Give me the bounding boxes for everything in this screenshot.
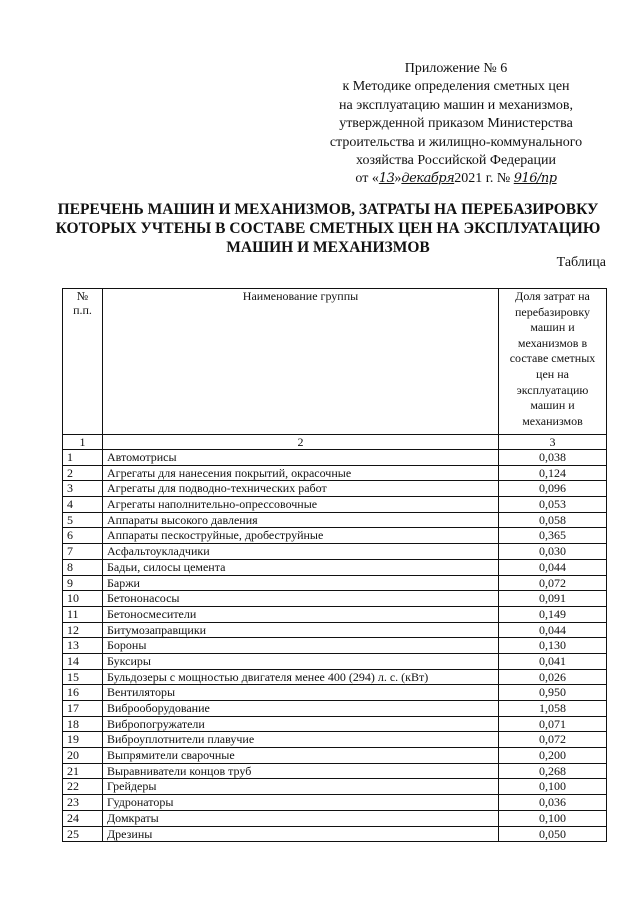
row-share: 0,124 xyxy=(499,465,607,481)
table-row xyxy=(63,528,607,544)
table-row xyxy=(63,810,607,826)
row-number: 14 xyxy=(63,653,103,669)
row-name: Виброуплотнители плавучие xyxy=(103,732,499,748)
table-label: Таблица xyxy=(556,255,606,270)
row-number: 13 xyxy=(63,638,103,654)
row-number: 7 xyxy=(63,544,103,560)
row-number: 9 xyxy=(63,575,103,591)
row-share: 0,950 xyxy=(499,685,607,701)
appendix-line: хозяйства Российской Федерации xyxy=(355,153,556,169)
table-row xyxy=(63,622,607,638)
handwritten-order-number: 916/пр xyxy=(513,171,557,187)
row-number: 15 xyxy=(63,669,103,685)
row-name: Агрегаты для нанесения покрытий, окрасочные xyxy=(103,465,499,481)
appendix-block xyxy=(296,60,616,189)
row-name: Аппараты пескоструйные, дробеструйные xyxy=(103,528,499,544)
row-name: Домкраты xyxy=(103,810,499,826)
row-name: Буксиры xyxy=(103,653,499,669)
row-number: 4 xyxy=(63,497,103,513)
machines-table xyxy=(62,288,607,842)
header-share: Доля затрат на перебазировку машин и механизмов в составе сметных цен на эксплуатацию машин и механизмов xyxy=(499,289,607,435)
row-name: Автомотрисы xyxy=(103,450,499,466)
row-share: 0,038 xyxy=(499,450,607,466)
row-name: Бетоносмесители xyxy=(103,606,499,622)
row-share: 0,044 xyxy=(499,559,607,575)
row-name: Асфальтоукладчики xyxy=(103,544,499,560)
row-share: 1,058 xyxy=(499,701,607,717)
table-row xyxy=(63,779,607,795)
handwritten-month: декабря xyxy=(401,171,455,187)
row-share: 0,365 xyxy=(499,528,607,544)
row-share: 0,130 xyxy=(499,638,607,654)
row-share: 0,149 xyxy=(499,606,607,622)
row-name: Грейдеры xyxy=(103,779,499,795)
row-share: 0,058 xyxy=(499,512,607,528)
row-name: Битумозаправщики xyxy=(103,622,499,638)
row-name: Агрегаты для подводно-технических работ xyxy=(103,481,499,497)
row-share: 0,100 xyxy=(499,810,607,826)
row-name: Бороны xyxy=(103,638,499,654)
row-number: 19 xyxy=(63,732,103,748)
row-number: 25 xyxy=(63,826,103,842)
date-mid: » xyxy=(394,171,402,187)
row-name: Выпрямители сварочные xyxy=(103,748,499,764)
row-share: 0,096 xyxy=(499,481,607,497)
row-number: 24 xyxy=(63,810,103,826)
row-number: 12 xyxy=(63,622,103,638)
appendix-line: строительства и жилищно-коммунального xyxy=(329,134,583,150)
row-share: 0,050 xyxy=(499,826,607,842)
row-number: 23 xyxy=(63,795,103,811)
row-name: Вибропогружатели xyxy=(103,716,499,732)
row-number: 3 xyxy=(63,481,103,497)
date-suffix: г. № xyxy=(482,171,514,187)
handwritten-day: 13 xyxy=(378,171,395,187)
row-share: 0,200 xyxy=(499,748,607,764)
row-share: 0,071 xyxy=(499,716,607,732)
table-row xyxy=(63,716,607,732)
row-number: 22 xyxy=(63,779,103,795)
row-name: Аппараты высокого давления xyxy=(103,512,499,528)
header-name: Наименование группы xyxy=(103,289,499,435)
row-number: 6 xyxy=(63,528,103,544)
table-row xyxy=(63,591,607,607)
appendix-line: к Методике определения сметных цен xyxy=(342,79,570,95)
table-row xyxy=(63,450,607,466)
date-year: 2021 xyxy=(454,171,483,187)
table-row xyxy=(63,559,607,575)
row-number: 2 xyxy=(63,465,103,481)
document-title: ПЕРЕЧЕНЬ МАШИН И МЕХАНИЗМОВ, ЗАТРАТЫ НА ПЕРЕБАЗИРОВКУ КОТОРЫХ УЧТЕНЫ В СОСТАВЕ СМЕТНЫХ ЦЕН НА ЭКСПЛУАТАЦИЮ МАШИН И МЕХАНИЗМОВ xyxy=(55,201,601,256)
column-number: 3 xyxy=(499,435,607,450)
row-share: 0,072 xyxy=(499,732,607,748)
column-number: 1 xyxy=(63,435,103,450)
row-name: Бульдозеры с мощностью двигателя менее 400 (294) л. с. (кВт) xyxy=(103,669,499,685)
row-share: 0,026 xyxy=(499,669,607,685)
table-row xyxy=(63,748,607,764)
row-share: 0,041 xyxy=(499,653,607,669)
appendix-number: Приложение № 6 xyxy=(404,61,508,76)
table-row xyxy=(63,481,607,497)
row-number: 5 xyxy=(63,512,103,528)
row-share: 0,030 xyxy=(499,544,607,560)
appendix-line: на эксплуатацию машин и механизмов, xyxy=(339,97,573,113)
row-name: Бадьи, силосы цемента xyxy=(103,559,499,575)
row-number: 11 xyxy=(63,606,103,622)
table-row xyxy=(63,544,607,560)
row-name: Бетононасосы xyxy=(103,591,499,607)
table-row xyxy=(63,575,607,591)
row-number: 17 xyxy=(63,701,103,717)
row-share: 0,053 xyxy=(499,497,607,513)
row-number: 8 xyxy=(63,559,103,575)
row-number: 18 xyxy=(63,716,103,732)
row-share: 0,072 xyxy=(499,575,607,591)
table-row xyxy=(63,763,607,779)
row-number: 20 xyxy=(63,748,103,764)
table-row xyxy=(63,512,607,528)
header-num: № п.п. xyxy=(63,289,103,435)
row-share: 0,044 xyxy=(499,622,607,638)
table-row xyxy=(63,669,607,685)
row-number: 21 xyxy=(63,763,103,779)
date-prefix: от « xyxy=(355,171,379,187)
row-name: Выравниватели концов труб xyxy=(103,763,499,779)
table-row xyxy=(63,701,607,717)
row-name: Вентиляторы xyxy=(103,685,499,701)
row-share: 0,268 xyxy=(499,763,607,779)
table-row xyxy=(63,638,607,654)
table-row xyxy=(63,465,607,481)
appendix-line: утвержденной приказом Министерства xyxy=(339,116,573,132)
row-share: 0,036 xyxy=(499,795,607,811)
column-number: 2 xyxy=(103,435,499,450)
row-name: Агрегаты наполнительно-опрессовочные xyxy=(103,497,499,513)
table-row xyxy=(63,826,607,842)
order-date-line xyxy=(296,170,616,188)
table-row xyxy=(63,732,607,748)
row-number: 16 xyxy=(63,685,103,701)
row-name: Гудронаторы xyxy=(103,795,499,811)
table-row xyxy=(63,795,607,811)
row-number: 10 xyxy=(63,591,103,607)
row-name: Виброоборудование xyxy=(103,701,499,717)
table-row xyxy=(63,653,607,669)
row-name: Баржи xyxy=(103,575,499,591)
row-name: Дрезины xyxy=(103,826,499,842)
table-row xyxy=(63,497,607,513)
table-row xyxy=(63,606,607,622)
table-row xyxy=(63,685,607,701)
row-number: 1 xyxy=(63,450,103,466)
row-share: 0,091 xyxy=(499,591,607,607)
row-share: 0,100 xyxy=(499,779,607,795)
